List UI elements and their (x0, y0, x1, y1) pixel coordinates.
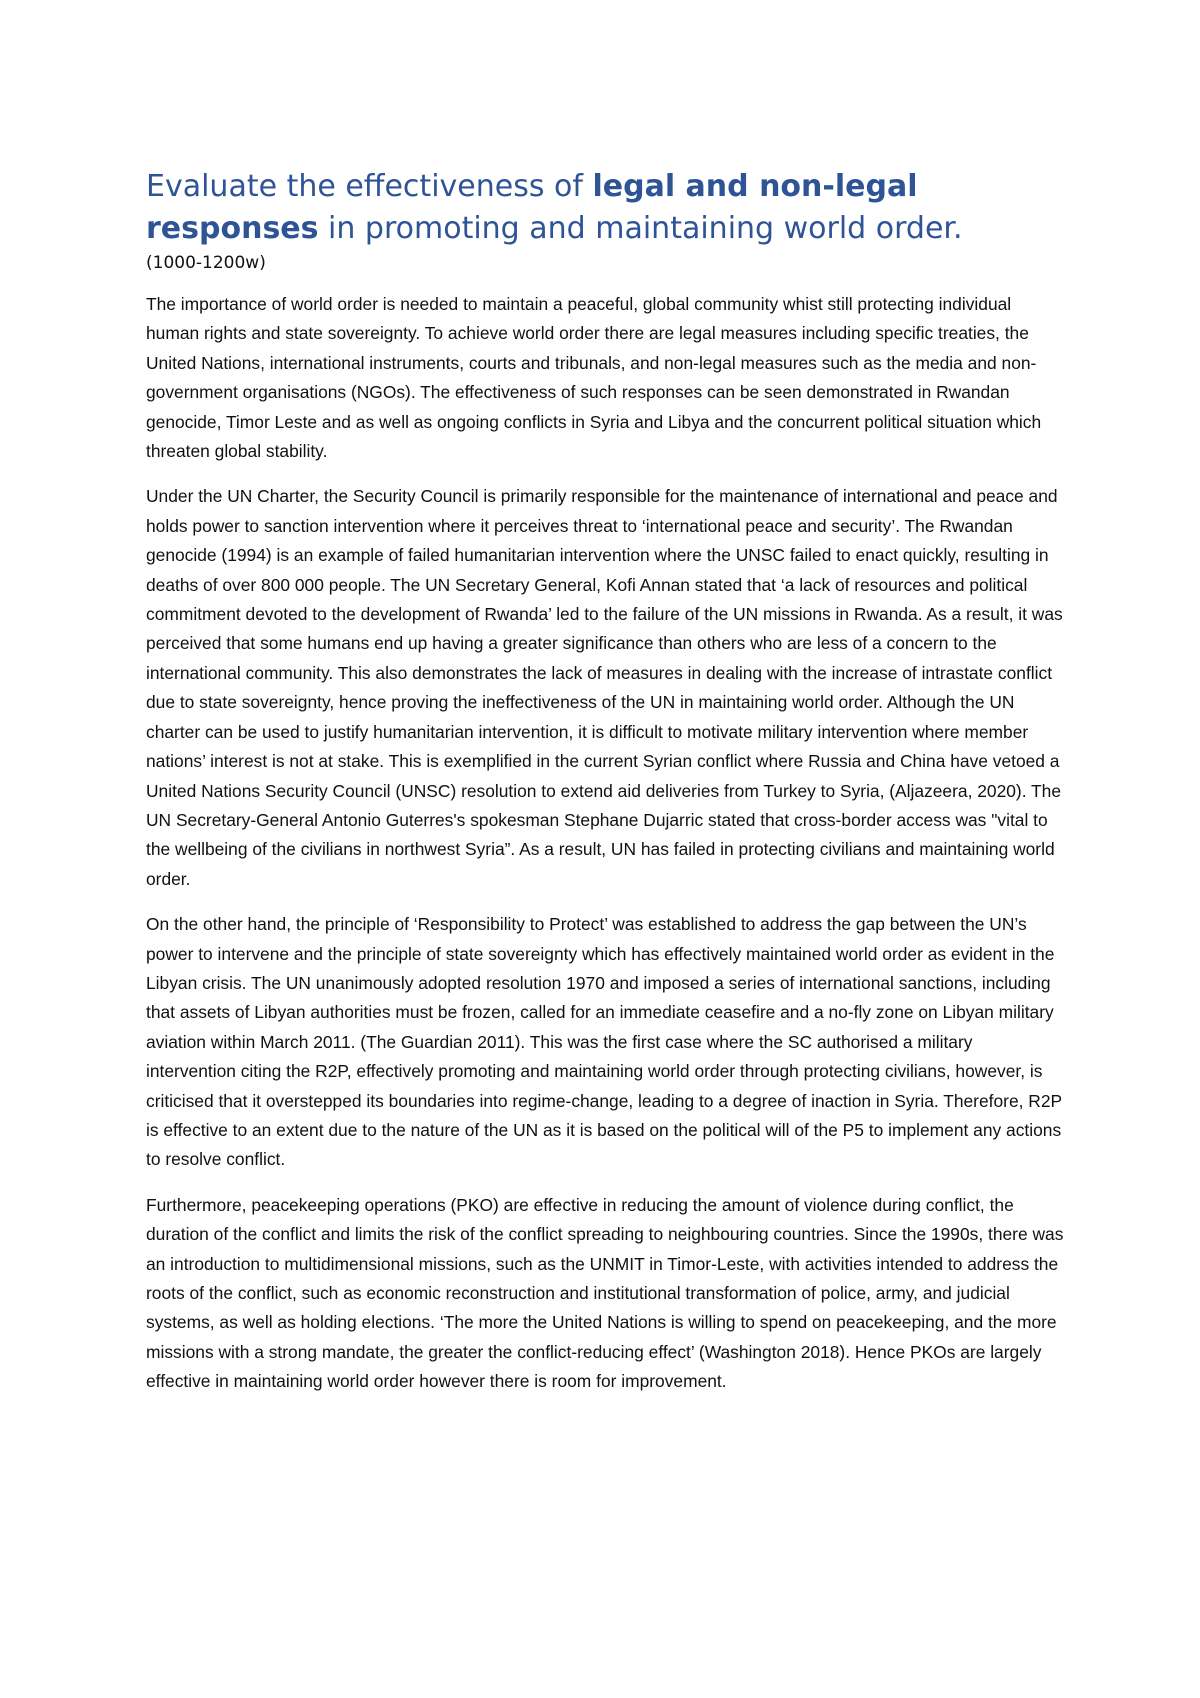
title-part-2: in promoting and maintaining world order. (318, 211, 963, 246)
document-title (146, 166, 1066, 250)
title-part-1: Evaluate the effectiveness of (146, 169, 593, 204)
word-count-note: (1000-1200w) (146, 253, 266, 273)
paragraph-peacekeeping: Furthermore, peacekeeping operations (PKO) are effective in reducing the amount of violence during conflict, the duration of the conflict and limits the risk of the conflict spreading to neighbouring countries. Since the 1990s, there was an introduction to multidimensional missions, such as the UNMIT in Timor-Leste, with activities intended to address the roots of the conflict, such as economic reconstruction and institutional transformation of police, army, and judicial systems, as well as holding elections. ‘The more the United Nations is willing to spend on peacekeeping, and the more missions with a strong mandate, the greater the conflict-reducing effect’ (Washington 2018). Hence PKOs are largely effective in maintaining world order however there is room for improvement. (146, 1194, 1064, 1392)
title-bold-phrase: legal and non-legal responses (146, 169, 918, 246)
document-page (146, 166, 1066, 1413)
paragraph-intro: The importance of world order is needed to maintain a peaceful, global community whist still protecting individual human rights and state sovereignty. To achieve world order there are legal measures including specific treaties, the United Nations, international instruments, courts and tribunals, and non-legal measures such as the media and non-government organisations (NGOs). The effectiveness of such responses can be seen demonstrated in Rwandan genocide, Timor Leste and as well as ongoing conflicts in Syria and Libya and the concurrent political situation which threaten global stability. (146, 294, 1042, 462)
paragraph-un-charter: Under the UN Charter, the Security Council is primarily responsible for the maintenance of international and peace and holds power to sanction intervention where it perceives threat to ‘international peace and security’. The Rwandan genocide (1994) is an example of failed humanitarian intervention where the UNSC failed to enact quickly, resulting in deaths of over 800 000 people. The UN Secretary General, Kofi Annan stated that ‘a lack of resources and political commitment devoted to the development of Rwanda’ led to the failure of the UN missions in Rwanda. As a result, it was perceived that some humans end up having a greater significance than others who are less of a concern to the international community. This also demonstrates the lack of measures in dealing with the increase of intrastate conflict due to state sovereignty, hence proving the ineffectiveness of the UN in maintaining world order. Although the UN charter can be used to justify humanitarian intervention, it is difficult to motivate military intervention where member nations’ interest is not at stake. This is exemplified in the current Syrian conflict where Russia and China have vetoed a United Nations Security Council (UNSC) resolution to extend aid deliveries from Turkey to Syria, (Aljazeera, 2020). The UN Secretary-General Antonio Guterres's spokesman Stephane Dujarric stated that cross-border access was "vital to the wellbeing of the civilians in northwest Syria”. As a result, UN has failed in protecting civilians and maintaining world order. (146, 486, 1063, 889)
paragraph-r2p: On the other hand, the principle of ‘Responsibility to Protect’ was established to address the gap between the UN’s power to intervene and the principle of state sovereignty which has effectively maintained world order as evident in the Libyan crisis. The UN unanimously adopted resolution 1970 and imposed a series of international sanctions, including that assets of Libyan authorities must be frozen, called for an immediate ceasefire and a no-fly zone on Libyan military aviation within March 2011. (The Guardian 2011). This was the first case where the SC authorised a military intervention citing the R2P, effectively promoting and maintaining world order through protecting civilians, however, is criticised that it overstepped its boundaries into regime-change, leading to a degree of inaction in Syria. Therefore, R2P is effective to an extent due to the nature of the UN as it is based on the political will of the P5 to implement any actions to resolve conflict. (146, 914, 1062, 1170)
